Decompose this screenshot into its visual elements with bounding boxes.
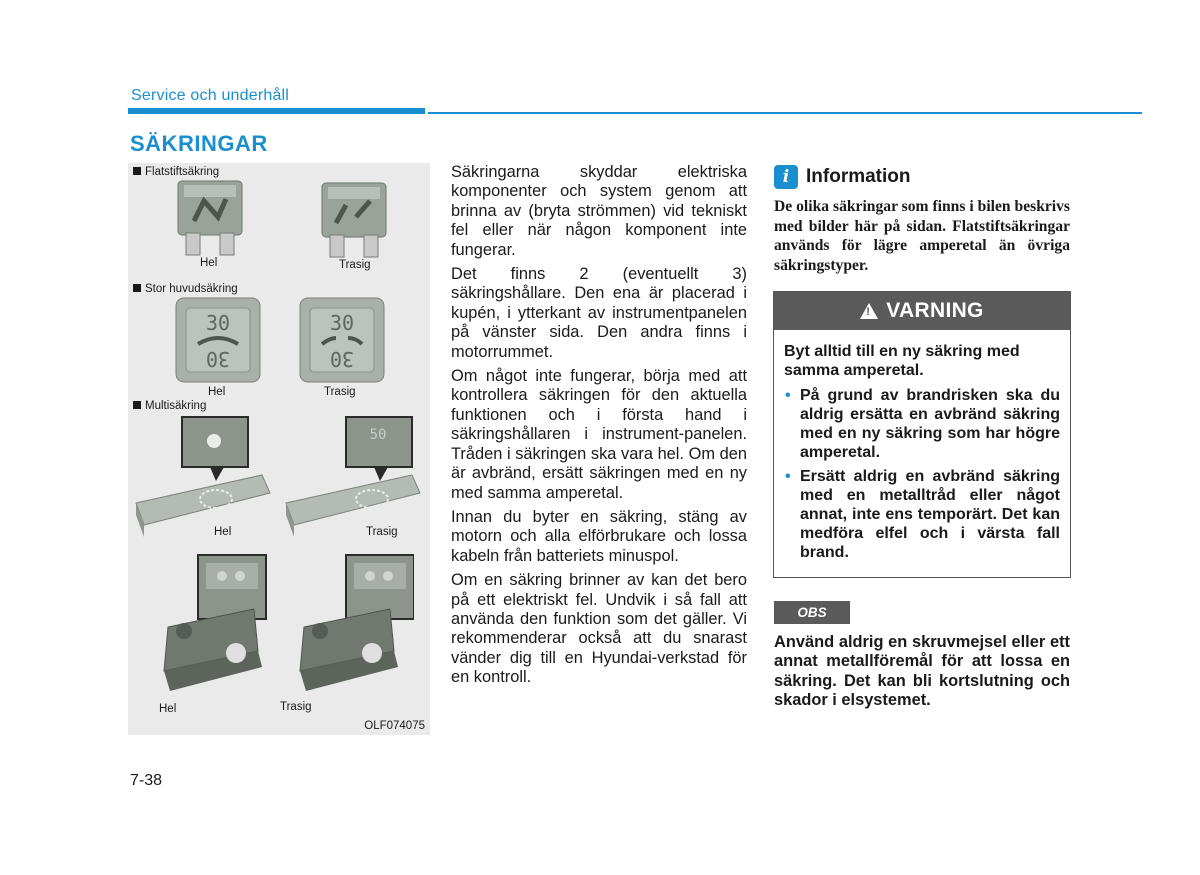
page-title: SÄKRINGAR	[130, 131, 268, 156]
label-trasig-1: Trasig	[339, 259, 371, 271]
svg-text:30: 30	[205, 311, 231, 335]
svg-text:30: 30	[329, 311, 355, 335]
fuse-figure	[128, 163, 430, 735]
warning-title: VARNING	[886, 299, 984, 322]
caption-flat-fuse: Flatstiftsäkring	[133, 166, 219, 178]
section-label: Service och underhåll	[131, 87, 290, 104]
warning-triangle-icon: !	[860, 303, 878, 319]
fuse-block-broken-image	[294, 551, 414, 701]
info-header	[774, 165, 911, 189]
label-trasig-4: Trasig	[280, 701, 312, 713]
label-hel-4: Hel	[159, 703, 177, 715]
label-hel-1: Hel	[200, 257, 218, 269]
multi-fuse-broken-image	[282, 413, 426, 543]
label-hel-3: Hel	[214, 526, 232, 538]
main-fuse-good-image	[174, 296, 262, 384]
fuse-block-good-image	[158, 551, 278, 701]
svg-text:30: 30	[205, 347, 231, 371]
body-text	[451, 163, 747, 693]
flat-fuse-broken-image	[314, 177, 396, 259]
multi-fuse-good-image	[132, 413, 276, 543]
caption-main-fuse: Stor huvudsäkring	[133, 283, 238, 295]
body-paragraph-1: Säkringarna skyddar elektriska komponenter och system genom att brinna av (bryta strömmen) vid tekniskt fel eller när någon komponent inte fungerar.	[451, 163, 747, 259]
info-icon: i	[774, 165, 798, 189]
info-text: De olika säkringar som finns i bilen beskrivs med bilder här på sidan. Flatstiftsäkringar används för lägre amperetal än övriga säkringstyper.	[774, 198, 1070, 274]
label-trasig-3: Trasig	[366, 526, 398, 538]
body-paragraph-2: Det finns 2 (eventuellt 3) säkringshållare. Den ena är placerad i kupén, i ytterkant av instrumentpanelen på vänster sida. Den andra finns i motorrummet.	[451, 265, 747, 361]
svg-text:30: 30	[329, 347, 355, 371]
warning-intro: Byt alltid till en ny säkring med samma amperetal.	[784, 343, 1020, 379]
svg-text:50: 50	[369, 427, 387, 443]
obs-text: Använd aldrig en skruvmejsel eller ett annat metallföremål för att lossa en säkring. Det kan bli kortslutning och skador i elsystemet.	[774, 633, 1070, 710]
label-hel-2: Hel	[208, 386, 226, 398]
warning-header	[774, 292, 1070, 330]
warning-body	[774, 330, 1070, 562]
warning-item: • Ersätt aldrig en avbränd säkring med en metalltråd eller något annat, inte ens temporärt. Det kan medföra elfel och i värsta fall brand.	[785, 468, 1060, 561]
figure-code: OLF074075	[364, 720, 425, 732]
body-paragraph-5: Om en säkring brinner av kan det bero på ett elektriskt fel. Undvik i så fall att använda den funktion som det gäller. Vi rekommenderar också att du snarast vänder dig till en Hyundai-verkstad för en kontroll.	[451, 571, 747, 687]
warning-item: • På grund av brandrisken ska du aldrig ersätta en avbränd säkring med en ny säkring som har högre amperetal.	[785, 387, 1060, 461]
warning-box	[773, 291, 1071, 578]
label-trasig-2: Trasig	[324, 386, 356, 398]
caption-multi-fuse: Multisäkring	[133, 400, 206, 412]
header-rule-thick	[128, 108, 425, 114]
info-title: Information	[806, 166, 911, 187]
header-rule-thin	[428, 112, 1142, 114]
obs-tag: OBS	[774, 601, 850, 624]
main-fuse-broken-image	[298, 296, 386, 384]
page-number: 7-38	[130, 772, 163, 789]
body-paragraph-4: Innan du byter en säkring, stäng av motorn och alla elförbrukare och lossa kabeln från batteriets minuspol.	[451, 507, 747, 565]
body-paragraph-3: Om något inte fungerar, börja med att kontrollera säkringen för den aktuella funktionen och i första hand i säkringshållaren i instrument-panelen. Tråden i säkringen ska vara hel. Om den är avbränd, ersätt säkringen med en ny med samma amperetal.	[451, 367, 747, 502]
flat-fuse-good-image	[170, 175, 252, 257]
